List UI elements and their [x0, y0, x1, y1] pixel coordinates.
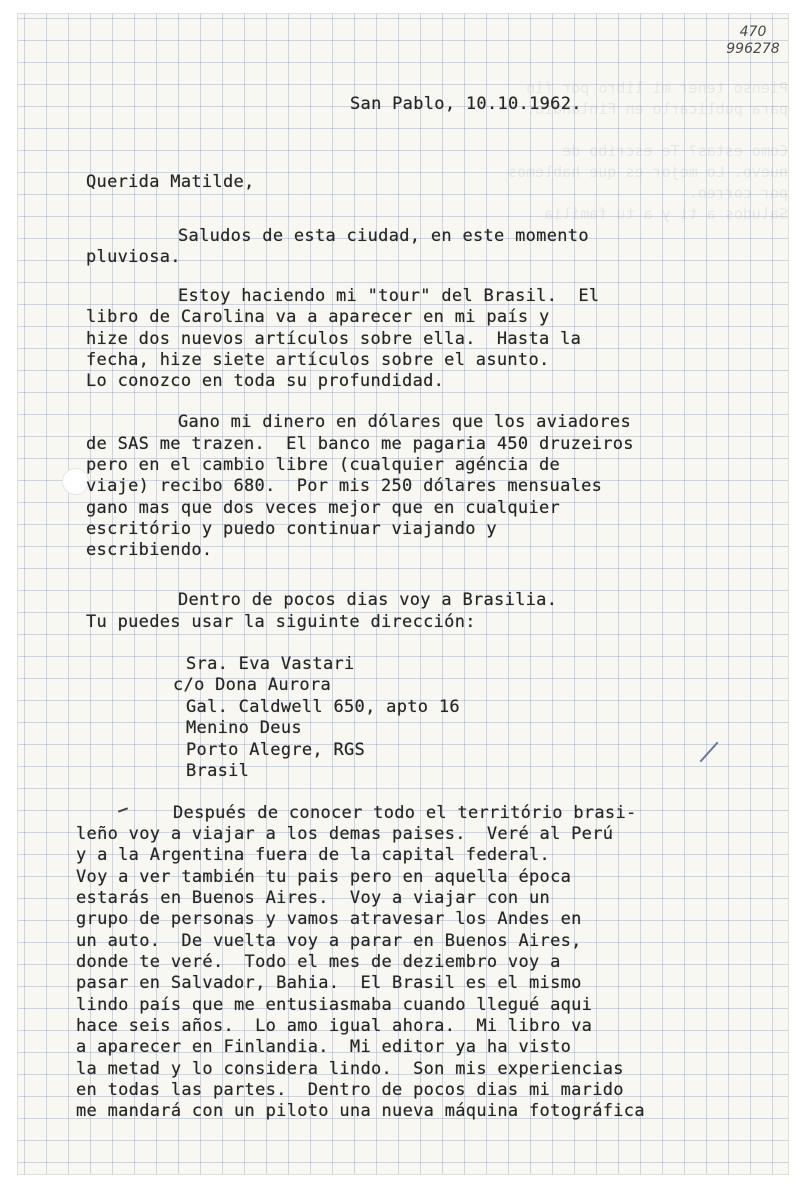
- letter-salutation: Querida Matilde,: [86, 172, 255, 192]
- address-line: c/o Dona Aurora: [173, 675, 332, 695]
- paragraph-line: hace seis años. Lo amo igual ahora. Mi libro va: [76, 1016, 593, 1036]
- paragraph-line: lindo país que me entusiasmaba cuando llegué aqui: [76, 995, 593, 1015]
- paragraph-line: libro de Carolina va a aparecer en mi país y: [86, 307, 550, 327]
- paragraph-line: fecha, hize siete artículos sobre el asunto.: [86, 350, 550, 370]
- paragraph-line: un auto. De vuelta voy a parar en Buenos Aires,: [76, 931, 582, 951]
- address-line: Gal. Caldwell 650, apto 16: [186, 697, 460, 717]
- paragraph-line: de SAS me trazen. El banco me pagaria 450 druzeiros: [86, 434, 634, 454]
- paragraph-line: pluviosa.: [86, 247, 181, 267]
- paragraph-line: me mandará con un piloto una nueva máquina fotográfica: [76, 1101, 645, 1121]
- show-through-text: Pienso tener mi libro por fin para publicarlo en Finlandia. Como estas? Te escribo de nuevo. Lo mejor es que hablemos por correo. Saludos a ti y a tu familia: [508, 79, 788, 223]
- paragraph-line: viaje) recibo 680. Por mis 250 dólares mensuales: [86, 476, 603, 496]
- letter-date: San Pablo, 10.10.1962.: [350, 94, 582, 114]
- paragraph-line: escritório y puedo continuar viajando y: [86, 519, 497, 539]
- paragraph-line: Gano mi dinero en dólares que los aviadores: [178, 412, 631, 432]
- paragraph-line: gano mas que dos veces mejor que en cualquier: [86, 498, 561, 518]
- paragraph-line: Después de conocer todo el território brasi-: [173, 803, 637, 823]
- address-line: Brasil: [186, 761, 250, 781]
- letter-page: [18, 14, 788, 1174]
- paragraph-line: grupo de personas y vamos atravesar los Andes en: [76, 909, 582, 929]
- paragraph-line: donde te veré. Todo el mes de deziembro voy a: [76, 952, 561, 972]
- paragraph-line: estarás en Buenos Aires. Voy a viajar con un: [76, 888, 551, 908]
- paragraph-line: pasar en Salvador, Bahia. El Brasil es el mismo: [76, 973, 582, 993]
- paragraph-line: hize dos nuevos artículos sobre ella. Hasta la: [86, 329, 582, 349]
- paragraph-line: Saludos de esta ciudad, en este momento: [178, 226, 589, 246]
- archive-number-line: 470: [739, 24, 767, 40]
- paragraph-line: a aparecer en Finlandia. Mi editor ya ha visto: [76, 1037, 572, 1057]
- paragraph-line: pero en el cambio libre (cualquier agéncia de: [86, 455, 561, 475]
- archive-number-line: 996278: [726, 41, 780, 57]
- paragraph-line: Tu puedes usar la siguinte dirección:: [86, 612, 476, 632]
- paragraph-line: y a la Argentina fuera de la capital federal.: [76, 845, 551, 865]
- paragraph-line: Estoy haciendo mi "tour" del Brasil. El: [178, 286, 600, 306]
- paragraph-line: la metad y lo considera lindo. Son mis experiencias: [76, 1059, 624, 1079]
- paragraph-line: Lo conozco en toda su profundidad.: [86, 371, 445, 391]
- address-line: Menino Deus: [186, 718, 302, 738]
- address-line: Sra. Eva Vastari: [186, 654, 355, 674]
- letter-body: [18, 14, 788, 1174]
- address-line: Porto Alegre, RGS: [186, 740, 366, 760]
- paragraph-line: escribiendo.: [86, 540, 213, 560]
- paragraph-line: leño voy a viajar a los demas paises. Veré al Perú: [76, 824, 614, 844]
- paragraph-line: Voy a ver también tu pais pero en aquella época: [76, 867, 572, 887]
- paragraph-line: Dentro de pocos dias voy a Brasilia.: [178, 590, 558, 610]
- paragraph-line: en todas las partes. Dentro de pocos dias mi marido: [76, 1080, 624, 1100]
